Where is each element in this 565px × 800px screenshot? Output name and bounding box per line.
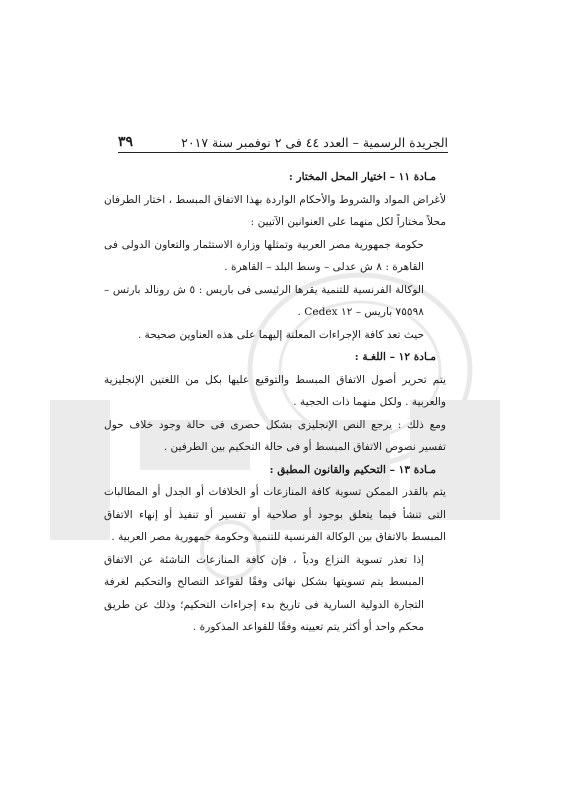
article-12-paragraph-2: ومع ذلك : يرجع النص الإنجليزى بشكل حصرى فى حالة وجود خلاف حول تفسير نصوص الاتفاق المبسط أو فى حالة التحكيم بين الطرفين . (104, 418, 446, 453)
article-12-heading: مـادة ١٢ – اللغـة : (354, 351, 436, 363)
article-11-agency-address: الوكالة الفرنسية للتنمية يقرها الرئيسى فى باريس : ٥ ش رونالد بارتس – ٧٥٥٩٨ باريس – ١٢ Cedex . (104, 283, 424, 318)
article-11-paragraph-1: لأغراض المواد والشروط والأحكام الواردة بهذا الاتفاق المبسط ، اختار الطرفان محلاً مختاراً لكل منهما على العنوانين الآتيين : (104, 193, 446, 228)
page-header (118, 128, 448, 150)
header-title: الجريدة الرسمية – العدد ٤٤ فى ٢ نوفمبر سنة ٢٠١٧ (181, 135, 448, 150)
header-rule (118, 152, 448, 153)
article-11-paragraph-2: حيث تعد كافة الإجراءات المعلنة إليهما على هذه العناوين صحيحة . (137, 328, 424, 341)
page-content (104, 166, 446, 639)
article-11-government-address: حكومة جمهورية مصر العربية وتمثلها وزارة الاستثمار والتعاون الدولى فى القاهرة : ٨ ش عدلى – وسط البلد – القاهرة . (104, 238, 424, 273)
page-number: ٣٩ (118, 134, 134, 150)
article-13-heading: مـادة ١٣ – التحكيم والقانون المطبق : (269, 463, 436, 476)
article-11-heading: مـادة ١١ – اختيار المحل المختار : (288, 171, 436, 183)
article-12-paragraph-1: يتم تحرير أصول الاتفاق المبسط والتوقيع عليها بكل من اللغتين الإنجليزية والعربية . ولكل منهما ذات الحجية . (104, 373, 446, 408)
article-13-paragraph-1: يتم بالقدر الممكن تسوية كافة المنازعات أو الخلافات أو الجدل أو المطالبات التى تنشأ فيما يتعلق بوجود أو صلاحية أو تفسير أو تنفيذ أو إنهاء الاتفاق المبسط بالاتفاق بين الوكالة الفرنسية للتنمية وحكومة جمهورية مصر العربية . (104, 486, 446, 543)
article-13-paragraph-2: إذا تعذر تسوية النزاع ودياً ، فإن كافة المنازعات الناشئة عن الاتفاق المبسط يتم تسويتها بشكل نهائى وفقًا لقواعد التصالح والتحكيم لغرفة التجارة الدولية السارية فى تاريخ بدء إجراءات التحكيم؛ وذلك عن طريق محكم واحد أو أكثر يتم تعيينه وفقًا للقواعد المذكورة . (104, 553, 424, 633)
